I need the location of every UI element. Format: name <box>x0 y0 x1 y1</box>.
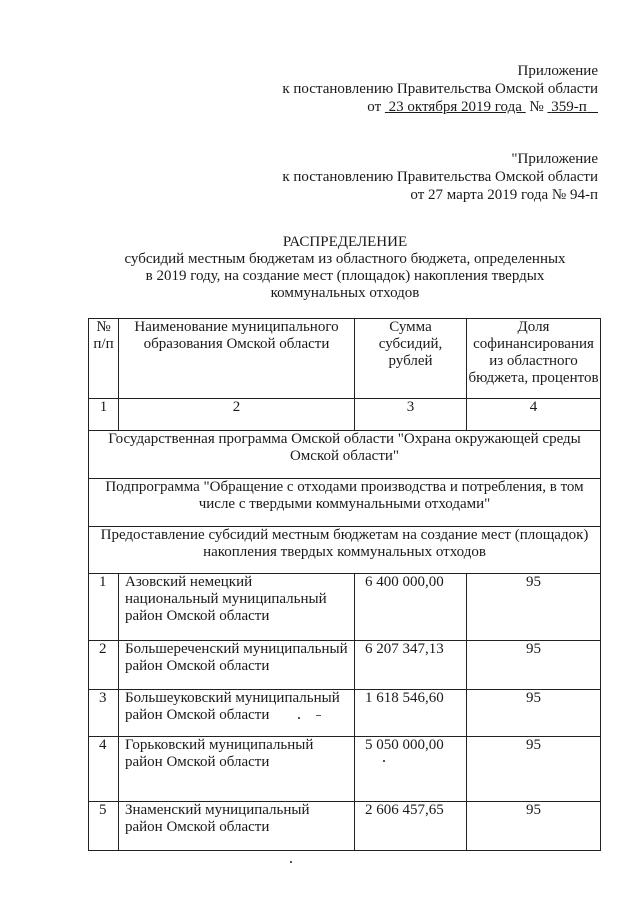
attachment-date: 23 октября 2019 года <box>388 99 522 115</box>
prev-attachment-decree: к постановлению Правительства Омской области <box>282 169 598 185</box>
subprogram-title: Подпрограмма "Обращение с отходами производства и потребления, в том числе с твердыми коммунальными отходами" <box>89 479 601 527</box>
row-subsidy-amount: 5 050 000,00 <box>355 737 467 802</box>
subprogram-row <box>89 479 601 527</box>
column-number: 4 <box>467 399 601 431</box>
prev-attachment-date: от 27 марта 2019 года № 94-п <box>410 187 598 203</box>
header-municipality: Наименование муниципального образования Омской области <box>119 319 355 399</box>
program-title: Государственная программа Омской области "Охрана окружающей среды Омской области" <box>89 431 601 479</box>
row-number: 2 <box>89 641 119 690</box>
row-cofinancing-share: 95 <box>467 737 601 802</box>
row-number: 5 <box>89 802 119 851</box>
document-title: РАСПРЕДЕЛЕНИЕ <box>282 234 408 250</box>
row-subsidy-amount: 1 618 546,60 <box>355 690 467 737</box>
row-number: 3 <box>89 690 119 737</box>
measure-title: Предоставление субсидий местным бюджетам на создание мест (площадок) накопления твердых коммунальных отходов <box>89 527 601 574</box>
column-number: 3 <box>355 399 467 431</box>
table-row <box>89 802 601 851</box>
row-municipality: Большереченский муниципальный район Омской области <box>119 641 355 690</box>
row-municipality: Знаменский муниципальный район Омской области <box>119 802 355 851</box>
scan-speck <box>383 760 385 762</box>
document-subtitle-3: коммунальных отходов <box>270 285 420 301</box>
row-municipality: Азовский немецкий национальный муниципальный район Омской области <box>119 574 355 641</box>
row-number: 1 <box>89 574 119 641</box>
document-subtitle-1: субсидий местным бюджетам из областного бюджета, определенных <box>124 251 566 267</box>
prev-attachment-label: "Приложение <box>511 151 598 167</box>
measure-row <box>89 527 601 574</box>
scan-speck <box>298 717 300 719</box>
row-municipality: Большеуковский муниципальный район Омской области <box>119 690 355 737</box>
row-subsidy-amount: 6 400 000,00 <box>355 574 467 641</box>
row-cofinancing-share: 95 <box>467 802 601 851</box>
attachment-date-prefix: от <box>367 99 382 115</box>
column-number: 1 <box>89 399 119 431</box>
row-cofinancing-share: 95 <box>467 574 601 641</box>
attachment-label: Приложение <box>517 63 598 79</box>
header-number: № п/п <box>89 319 119 399</box>
column-number: 2 <box>119 399 355 431</box>
document-subtitle-2: в 2019 году, на создание мест (площадок) накопления твердых <box>145 268 545 284</box>
row-cofinancing-share: 95 <box>467 641 601 690</box>
distribution-table <box>88 318 601 851</box>
row-cofinancing-share: 95 <box>467 690 601 737</box>
scan-speck <box>290 861 292 863</box>
table-row <box>89 690 601 737</box>
attachment-decree: к постановлению Правительства Омской области <box>282 81 598 97</box>
table-row <box>89 574 601 641</box>
program-row <box>89 431 601 479</box>
attachment-date-line <box>367 98 598 116</box>
row-subsidy-amount: 2 606 457,65 <box>355 802 467 851</box>
table-row <box>89 641 601 690</box>
header-subsidy-amount: Сумма субсидий, рублей <box>355 319 467 399</box>
row-municipality: Горьковский муниципальный район Омской области <box>119 737 355 802</box>
attachment-number-sign: № <box>529 99 544 115</box>
header-cofinancing-share: Доля софинансирования из областного бюджета, процентов <box>467 319 601 399</box>
scan-speck <box>316 715 321 716</box>
column-number-row <box>89 399 601 431</box>
row-number: 4 <box>89 737 119 802</box>
attachment-number: 359-п <box>551 99 587 115</box>
table-header-row <box>89 319 601 399</box>
row-subsidy-amount: 6 207 347,13 <box>355 641 467 690</box>
table-row <box>89 737 601 802</box>
